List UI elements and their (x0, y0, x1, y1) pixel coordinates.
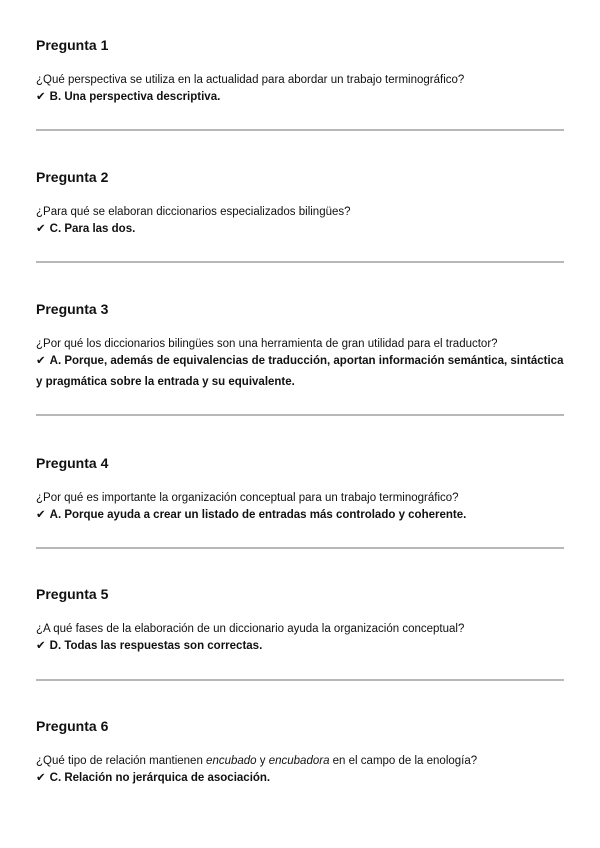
checkmark-icon: ✔ (36, 509, 46, 521)
question-3 (36, 301, 564, 393)
question-text-part: en el campo de la enología? (329, 755, 478, 767)
checkmark-icon: ✔ (36, 355, 46, 367)
question-text: ¿A qué fases de la elaboración de un diccionario ayuda la organización conceptual? (36, 623, 465, 635)
question-text: ¿Para qué se elaboran diccionarios especializados bilingües? (36, 206, 351, 218)
question-text: ¿Por qué es importante la organización conceptual para un trabajo terminográfico? (36, 492, 459, 504)
question-title: Pregunta 5 (36, 586, 109, 602)
question-title: Pregunta 2 (36, 169, 109, 185)
checkmark-icon: ✔ (36, 772, 46, 784)
question-6 (36, 718, 564, 789)
answer-text: A. Porque, además de equivalencias de traducción, aportan información semántica, sintáctica y pragmática sobre la entrada y su equivalente. (36, 355, 564, 388)
checkmark-icon: ✔ (36, 223, 46, 235)
divider (36, 129, 564, 131)
checkmark-icon: ✔ (36, 91, 46, 103)
checkmark-icon: ✔ (36, 640, 46, 652)
answer-text: B. Una perspectiva descriptiva. (49, 91, 221, 103)
divider (36, 414, 564, 416)
answer-text: A. Porque ayuda a crear un listado de entradas más controlado y coherente. (49, 509, 467, 521)
question-5 (36, 586, 564, 657)
answer (36, 636, 564, 657)
question-4 (36, 455, 564, 526)
answer-text: C. Para las dos. (49, 223, 136, 235)
divider (36, 261, 564, 263)
question-text (36, 754, 564, 768)
answer (36, 219, 564, 240)
question-title: Pregunta 3 (36, 301, 109, 317)
divider (36, 679, 564, 681)
question-title: Pregunta 4 (36, 455, 109, 471)
question-text-part: ¿Qué tipo de relación mantienen (36, 755, 207, 767)
answer (36, 87, 564, 108)
question-1 (36, 37, 564, 108)
term-encubado: encubado (206, 755, 257, 767)
question-title: Pregunta 6 (36, 718, 109, 734)
question-title: Pregunta 1 (36, 37, 109, 53)
answer (36, 351, 564, 393)
question-text: ¿Por qué los diccionarios bilingües son una herramienta de gran utilidad para el traductor? (36, 338, 498, 350)
answer (36, 505, 564, 526)
question-text-part: y (256, 755, 269, 767)
answer-text: C. Relación no jerárquica de asociación. (49, 772, 271, 784)
answer (36, 768, 564, 789)
divider (36, 547, 564, 549)
question-text: ¿Qué perspectiva se utiliza en la actualidad para abordar un trabajo terminográfico? (36, 74, 465, 86)
question-2 (36, 169, 564, 240)
answer-text: D. Todas las respuestas son correctas. (49, 640, 263, 652)
term-encubadora: encubadora (268, 755, 330, 767)
